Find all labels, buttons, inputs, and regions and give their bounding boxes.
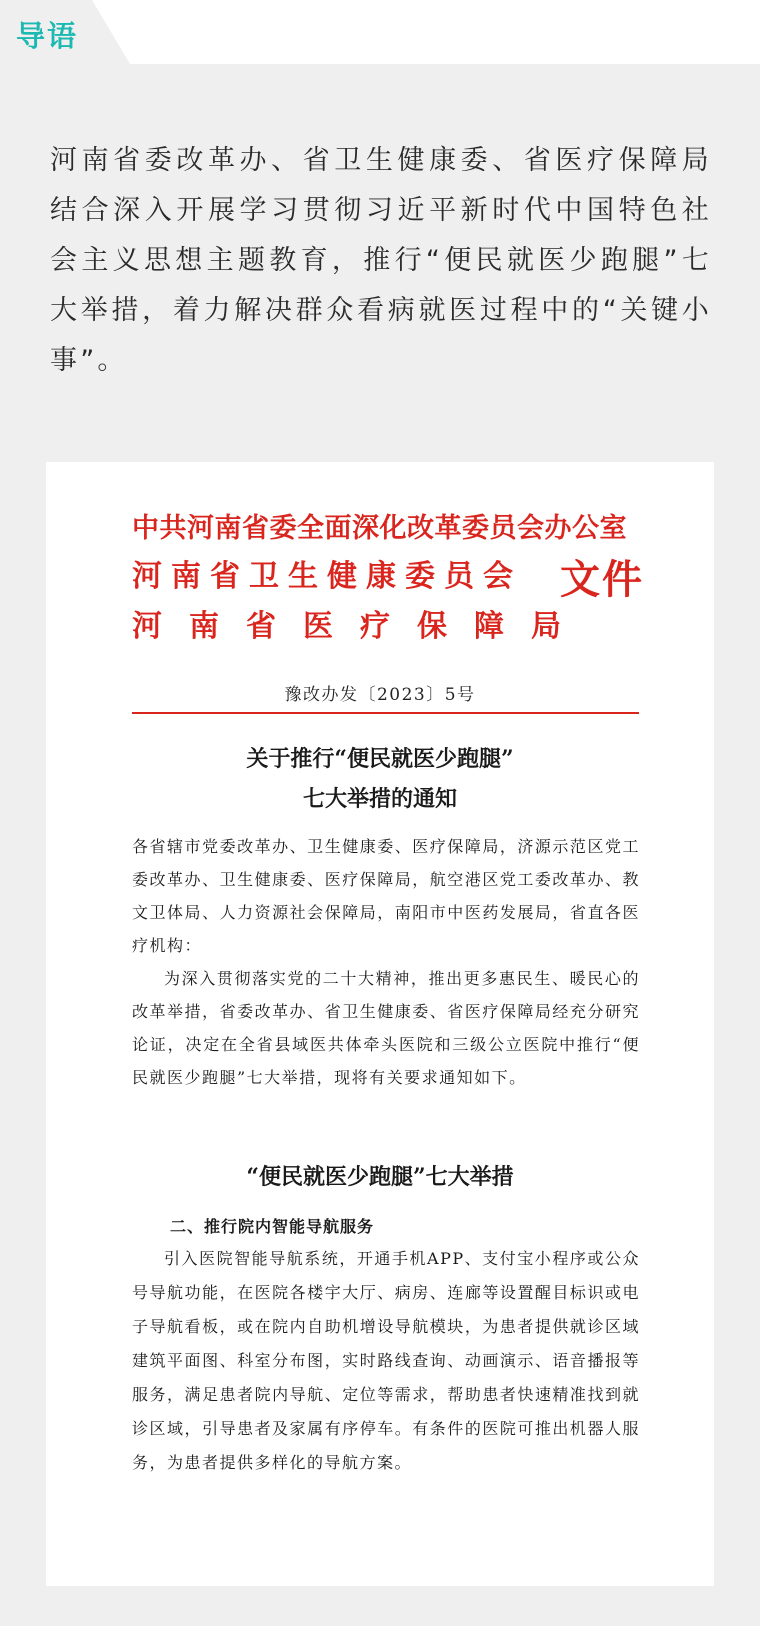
issuer-header [132,506,652,645]
intro-notice-paragraph: 为深入贯彻落实党的二十大精神，推出更多惠民生、暖民心的改革举措，省委改革办、省卫生健康委、省医疗保障局经充分研究论证，决定在全省县域医共体牵头医院和三级公立医院中推行“便民就医少跑腿”七大举措，现将有关要求通知如下。 [132,969,640,1087]
section-2-title: 二、推行院内智能导航服务 [170,1217,375,1236]
issuer-line-2: 河南省卫生健康委员会 [132,559,522,594]
intro-paragraph: 河南省委改革办、省卫生健康委、省医疗保障局结合深入开展学习贯彻习近平新时代中国特色社会主义思想主题教育，推行“便民就医少跑腿”七大举措，着力解决群众看病就医过程中的“关键小事”。 [50,145,712,376]
document-title-line-2: 七大举措的通知 [302,786,457,812]
issuer-suffix: 文件 [560,556,644,603]
document-number: 豫改办发〔2023〕5号 [284,685,476,705]
issuer-line-1: 中共河南省委全面深化改革委员会办公室 [132,513,627,544]
red-divider [132,712,639,714]
measures-subtitle: “便民就医少跑腿”七大举措 [246,1164,514,1190]
recipients-paragraph: 各省辖市党委改革办、卫生健康委、医疗保障局，济源示范区党工委改革办、卫生健康委、医疗保障局，航空港区党工委改革办、教文卫体局、人力资源社会保障局，南阳市中医药发展局，省直各医疗机构： [132,837,640,955]
document-image [46,462,714,1586]
section-tag-label: 导语 [16,19,79,53]
issuer-line-3: 河南省医疗保障局 [132,609,588,644]
section-2-body: 引入医院智能导航系统，开通手机APP、支付宝小程序或公众号导航功能，在医院各楼宇大厅、病房、连廊等设置醒目标识或电子导航看板，或在院内自助机增设导航模块，为患者提供就诊区域建筑平面图、科室分布图，实时路线查询、动画演示、语音播报等服务，满足患者院内导航、定位等需求，帮助患者快速精准找到就诊区域，引导患者及家属有序停车。有条件的医院可推出机器人服务，为患者提供多样化的导航方案。 [132,1249,640,1472]
document-title-line-1: 关于推行“便民就医少跑腿” [246,746,514,772]
